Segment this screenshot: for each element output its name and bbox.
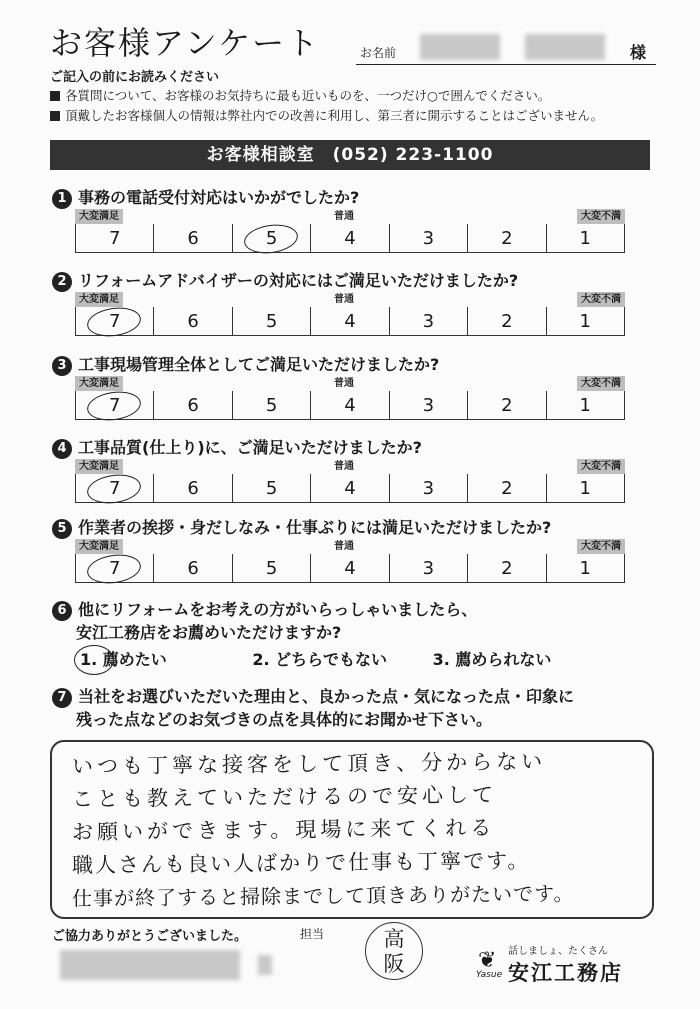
scale-label-low: 大変不満	[577, 376, 625, 391]
page-title: お客様アンケート	[50, 24, 321, 62]
rating-option[interactable]: 6	[153, 391, 231, 419]
rating-scale	[75, 376, 625, 420]
rating-option[interactable]: 5	[232, 224, 310, 252]
rating-option[interactable]: 3	[389, 307, 467, 335]
rating-option[interactable]: 6	[153, 307, 231, 335]
bullet-square-icon	[50, 91, 60, 101]
scale-label-high: 大変満足	[75, 292, 123, 307]
leaf-icon: ❦	[478, 948, 497, 973]
q6-option[interactable]: 1. 薦めたい	[80, 650, 207, 669]
company-name: 安江工務店	[508, 961, 623, 985]
question-1: 1 事務の電話受付対応はいかがでしたか?	[52, 185, 359, 209]
rating-option[interactable]: 4	[310, 474, 388, 502]
rating-option[interactable]: 1	[546, 391, 625, 419]
question-number: 5	[52, 519, 72, 539]
question-4: 4 工事品質(仕上り)に、ご満足いただけましたか?	[52, 435, 422, 459]
question-3: 3 工事現場管理全体としてご満足いただけましたか?	[52, 352, 439, 376]
selection-circle	[85, 471, 142, 506]
rating-option[interactable]: 2	[467, 307, 545, 335]
rating-option[interactable]: 2	[467, 554, 545, 582]
comment-line: 職人さんも良い人ばかりで仕事も丁寧です。	[71, 848, 531, 878]
comment-line: 仕事が終了すると掃除までして頂きありがたいです。	[71, 881, 575, 911]
selection-circle	[85, 388, 142, 423]
name-redacted	[420, 34, 500, 60]
selection-circle	[85, 304, 142, 339]
selection-circle	[85, 551, 142, 586]
question-5: 5 作業者の挨拶・身だしなみ・仕事ぶりには満足いただけましたか?	[52, 515, 551, 539]
selection-circle	[242, 221, 299, 256]
redacted-area	[258, 955, 272, 975]
rating-option[interactable]: 4	[310, 224, 388, 252]
q6-option[interactable]: 3. 薦められない	[432, 650, 552, 669]
rating-option[interactable]: 3	[389, 554, 467, 582]
rating-option[interactable]: 7	[75, 307, 153, 335]
notice-heading: ご記入の前にお読みください	[50, 70, 220, 85]
rating-scale	[75, 459, 625, 503]
name-label: お名前	[360, 46, 397, 60]
scale-label-high: 大変満足	[75, 209, 123, 224]
company-tagline: 話しましょ、たくさん	[508, 946, 608, 957]
rating-option[interactable]: 4	[310, 554, 388, 582]
scale-label-mid: 普通	[334, 461, 354, 472]
rating-scale	[75, 539, 625, 583]
name-redacted	[525, 34, 605, 60]
staff-stamp: 高 阪	[365, 922, 423, 980]
scale-label-high: 大変満足	[75, 459, 123, 474]
rating-option[interactable]: 7	[75, 554, 153, 582]
question-number: 6	[52, 601, 72, 621]
question-2: 2 リフォームアドバイザーの対応にはご満足いただけましたか?	[52, 268, 518, 292]
bullet-square-icon	[50, 111, 60, 121]
scale-label-mid: 普通	[334, 541, 354, 552]
rating-option[interactable]: 2	[467, 224, 545, 252]
contact-banner: お客様相談室 (052) 223-1100	[50, 140, 650, 170]
question-7: 7 当社をお選びいただいた理由と、良かった点・気になった点・印象に	[52, 684, 574, 708]
rating-option[interactable]: 6	[153, 554, 231, 582]
rating-option[interactable]: 4	[310, 391, 388, 419]
q6-options	[80, 647, 591, 670]
rating-option[interactable]: 3	[389, 474, 467, 502]
rating-option[interactable]: 2	[467, 474, 545, 502]
scale-label-low: 大変不満	[577, 539, 625, 554]
notice-line: 各質問について、お客様のお気持ちに最も近いものを、一つだけ○で囲んでください。	[50, 86, 550, 104]
question-number: 7	[52, 688, 72, 708]
rating-scale	[75, 209, 625, 253]
rating-option[interactable]: 6	[153, 224, 231, 252]
question-7-line2: 残った点などのお気づきの点を具体的にお聞かせ下さい。	[76, 710, 493, 729]
comment-line: お願いができます。現場に来てくれる	[71, 815, 496, 845]
notice-line: 頂戴したお客様個人の情報は弊社内での改善に利用し、第三者に開示することはございません。	[50, 106, 603, 124]
q6-option[interactable]: 2. どちらでもない	[252, 650, 387, 669]
rating-option[interactable]: 6	[153, 474, 231, 502]
thanks-text: ご協力ありがとうございました。	[52, 929, 248, 944]
scale-label-low: 大変不満	[577, 292, 625, 307]
scale-label-low: 大変不満	[577, 459, 625, 474]
rating-option[interactable]: 1	[546, 307, 625, 335]
question-number: 3	[52, 356, 72, 376]
rating-option[interactable]: 3	[389, 224, 467, 252]
rating-option[interactable]: 5	[232, 554, 310, 582]
scale-label-mid: 普通	[334, 378, 354, 389]
name-underline	[356, 64, 656, 65]
scale-label-low: 大変不満	[577, 209, 625, 224]
question-6-line2: 安江工務店をお薦めいただけますか?	[76, 623, 342, 642]
rating-option[interactable]: 3	[389, 391, 467, 419]
rating-option[interactable]: 5	[232, 307, 310, 335]
redacted-area	[60, 950, 240, 980]
rating-option[interactable]: 2	[467, 391, 545, 419]
question-6: 6 他にリフォームをお考えの方がいらっしゃいましたら、	[52, 597, 477, 621]
question-number: 2	[52, 272, 72, 292]
honorific: 様	[630, 43, 647, 62]
scale-label-high: 大変満足	[75, 539, 123, 554]
rating-option[interactable]: 7	[75, 391, 153, 419]
staff-label: 担当	[300, 927, 325, 941]
scale-label-mid: 普通	[334, 294, 354, 305]
rating-option[interactable]: 5	[232, 391, 310, 419]
rating-option[interactable]: 1	[546, 554, 625, 582]
rating-option[interactable]: 1	[546, 474, 625, 502]
question-number: 1	[52, 189, 72, 209]
comment-line: ことも教えていただけるので安心して	[71, 782, 498, 812]
rating-scale	[75, 292, 625, 336]
selection-circle	[74, 645, 114, 675]
question-number: 4	[52, 439, 72, 459]
company-logo-text: Yasue	[476, 970, 503, 980]
rating-option[interactable]: 4	[310, 307, 388, 335]
rating-option[interactable]: 5	[232, 474, 310, 502]
rating-option[interactable]: 1	[546, 224, 625, 252]
scale-label-high: 大変満足	[75, 376, 123, 391]
rating-option[interactable]: 7	[75, 224, 153, 252]
rating-option[interactable]: 7	[75, 474, 153, 502]
comment-line: いつも丁寧な接客をして頂き、分からない	[71, 749, 547, 779]
scale-label-mid: 普通	[334, 211, 354, 222]
